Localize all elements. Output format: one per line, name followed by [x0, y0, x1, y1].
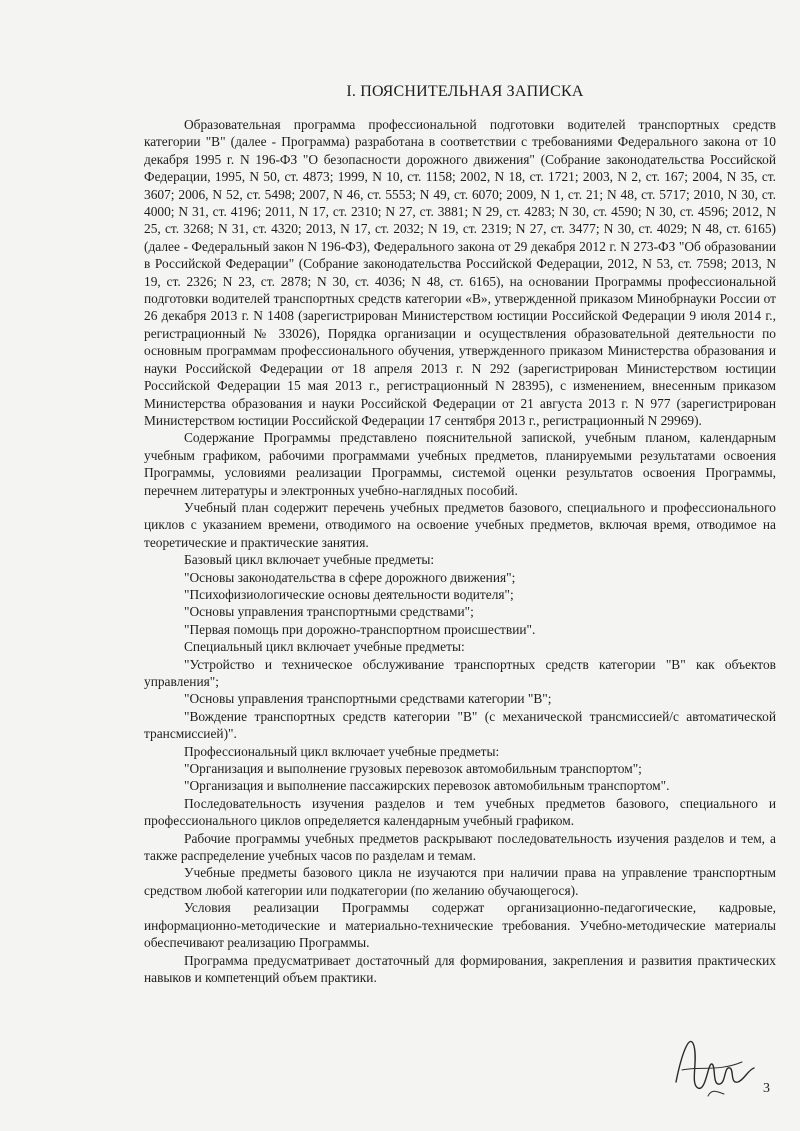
paragraph-work-programs: Рабочие программы учебных предметов раскрывают последовательность изучения разделов и тем, а также распределение учебных часов по разделам и темам. — [144, 830, 776, 864]
paragraph-basic-exemption: Учебные предметы базового цикла не изучаются при наличии права на управление транспортным средством любой категории или подкатегории (по желанию обучающегося). — [144, 865, 776, 898]
list-item: "Психофизиологические основы деятельности водителя"; — [184, 586, 514, 602]
paragraph-curriculum: Учебный план содержит перечень учебных предметов базового, специального и профессионального циклов с указанием времени, отводимого на освоение учебных предметов, включая время, отводимое на теоретические и практические занятия. — [144, 499, 776, 550]
list-item: "Вождение транспортных средств категории "B" (с механической трансмиссией/с автоматической трансмиссией)". — [144, 708, 776, 742]
list-heading-special-cycle: Специальный цикл включает учебные предметы: — [184, 639, 465, 655]
section-title: I. ПОЯСНИТЕЛЬНАЯ ЗАПИСКА — [346, 83, 584, 100]
list-heading-basic-cycle: Базовый цикл включает учебные предметы: — [184, 552, 435, 568]
paragraph-content: Содержание Программы представлено пояснительной запиской, учебным планом, календарным учебным графиком, рабочими программами учебных предметов, планируемыми результатами освоения Программы, условиями реализации Программы, системой оценки результатов освоения Программы, перечнем литературы и электронных учебно-наглядных пособий. — [144, 430, 776, 498]
list-heading-professional-cycle: Профессиональный цикл включает учебные предметы: — [184, 743, 500, 759]
page-number: 3 — [763, 1081, 770, 1096]
paragraph-conditions: Условия реализации Программы содержат организационно-педагогические, кадровые, информационно-методические и материально-технические требования. Учебно-методические материалы обеспечивают реализацию Программы. — [144, 900, 776, 951]
list-item: "Основы управления транспортными средствами"; — [184, 604, 474, 620]
handwritten-signature — [668, 1022, 758, 1102]
paragraph-intro: Образовательная программа профессиональной подготовки водителей транспортных средств категории "B" (далее - Программа) разработана в соответствии с требованиями Федерального закона от 10 декабря 1995 г. N 196-ФЗ "О безопасности дорожного движения" (Собрание законодательства Российской Федерации, 1995, N 50, ст. 4873; 1999, N 10, ст. 1158; 2002, N 18, ст. 1721; 2003, N 2, ст. 167; 2004, N 35, ст. 3607; 2006, N 52, ст. 5498; 2007, N 46, ст. 5553; N 49, ст. 6070; 2009, N 1, ст. 21; N 48, ст. 5717; 2010, N 30, ст. 4000; N 31, ст. 4196; 2011, N 17, ст. 2310; N 27, ст. 3881; N 29, ст. 4283; N 30, ст. 4590; N 30, ст. 4596; 2012, N 25, ст. 3268; N 31, ст. 4320; 2013, N 17, ст. 2032; N 19, ст. 2319; N 27, ст. 3477; N 30, ст. 4029; N 48, ст. 6165) (далее - Федеральный закон N 196-ФЗ), Федерального закона от 29 декабря 2012 г. N 273-ФЗ "Об образовании в Российской Федерации" (Собрание законодательства Российской Федерации, 2012, N 53, ст. 7598; 2013, N 19, ст. 2326; N 23, ст. 2878; N 30, ст. 4036; N 48, ст. 6165), на основании Программы профессиональной подготовки водителей транспортных средств категории «B», утвержденной приказом Минобрнауки России от 26 декабря 2013 г. N 1408 (зарегистрирован Министерством юстиции Российской Федерации 9 июля 2014 г., регистрационный № 33026), Порядка организации и осуществления образовательной деятельности по основным программам профессионального обучения, утвержденного приказом Министерства образования и науки Российской Федерации от 18 апреля 2013 г. N 292 (зарегистрирован Министерством юстиции Российской Федерации 15 мая 2013 г., регистрационный N 28395), с изменением, внесенным приказом Министерства образования и науки Российской Федерации от 21 августа 2013 г. N 977 (зарегистрирован Министерством юстиции Российской Федерации 17 сентября 2013 г., регистрационный N 29969). — [144, 117, 776, 428]
list-item: "Первая помощь при дорожно-транспортном происшествии". — [184, 621, 536, 637]
paragraph-sequence: Последовательность изучения разделов и тем учебных предметов базового, специального и профессионального циклов определяется календарным учебный графиком. — [144, 795, 776, 829]
list-item: "Устройство и техническое обслуживание транспортных средств категории "B" как объектов управления"; — [144, 656, 776, 689]
list-item: "Организация и выполнение пассажирских перевозок автомобильным транспортом". — [184, 778, 670, 794]
list-item: "Основы законодательства в сфере дорожного движения"; — [184, 569, 516, 585]
document-body — [144, 116, 776, 986]
list-item: "Организация и выполнение грузовых перевозок автомобильным транспортом"; — [184, 761, 642, 777]
paragraph-practice: Программа предусматривает достаточный для формирования, закрепления и развития практических навыков и компетенций объем практики. — [144, 952, 776, 985]
list-item: "Основы управления транспортными средствами категории "B"; — [184, 691, 552, 707]
